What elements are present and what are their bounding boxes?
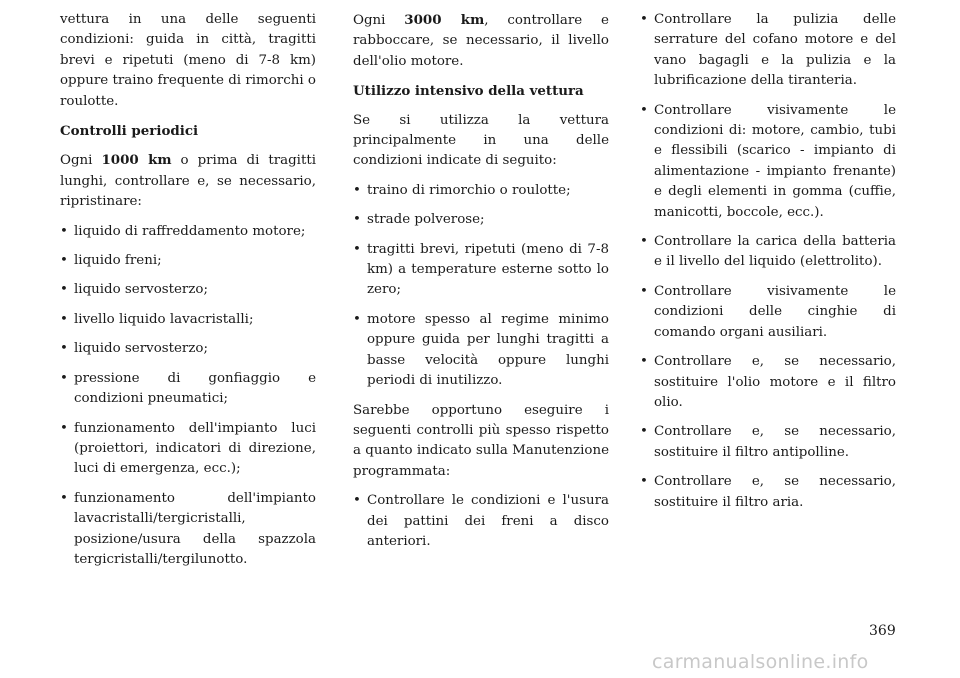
list-item: • Controllare e, se necessario, sostituire l'olio motore e il filtro olio.: [640, 354, 896, 410]
section-heading-controlli-periodici: Controlli periodici: [60, 123, 199, 140]
list-item: • funzionamento dell'impianto luci (proiettori, indicatori di direzione, luci di emergenza, ecc.);: [60, 420, 316, 477]
para-bold-km: 1000 km: [101, 152, 172, 169]
list-item: • liquido servosterzo;: [60, 280, 316, 300]
checklist-1000km: [60, 222, 316, 571]
list-item: • traino di rimorchio o roulotte;: [353, 181, 609, 201]
list-item: • Controllare e, se necessario, sostituire il filtro antipolline.: [640, 424, 896, 460]
bullet-icon: •: [353, 241, 361, 257]
bullet-icon: •: [60, 490, 68, 506]
intro-paragraph: vettura in una delle seguenti condizioni: guida in città, tragitti brevi e ripetuti (meno di 7-8 km) oppure traino frequente di rimorchi o roulotte.: [60, 12, 316, 109]
list-item: • pressione di gonfiaggio e condizioni pneumatici;: [60, 370, 316, 407]
checks-list-start: [353, 491, 609, 552]
page-number: 369: [869, 623, 896, 639]
bullet-icon: •: [60, 311, 68, 327]
paragraph-conditions: Se si utilizza la vettura principalmente in una delle condizioni indicate di seguito:: [353, 112, 609, 169]
list-item: • livello liquido lavacristalli;: [60, 310, 316, 330]
list-item: • Controllare la pulizia delle serrature del cofano motore e del vano bagagli e la pulizia e la lubrificazione della tiranteria.: [640, 12, 896, 89]
list-item: • Controllare la carica della batteria e il livello del liquido (elettrolito).: [640, 234, 896, 270]
list-item: • Controllare e, se necessario, sostituire il filtro aria.: [640, 474, 896, 510]
bullet-icon: •: [60, 223, 68, 239]
list-item: • strade polverose;: [353, 210, 609, 230]
bullet-icon: •: [60, 341, 68, 357]
bullet-icon: •: [60, 282, 68, 298]
paragraph-1000km: [60, 150, 316, 212]
bullet-icon: •: [640, 424, 648, 440]
bullet-icon: •: [353, 212, 361, 228]
section-heading-utilizzo-intensivo: Utilizzo intensivo della vettura: [353, 83, 584, 100]
bullet-icon: •: [353, 493, 361, 509]
bullet-icon: •: [60, 420, 68, 436]
list-item: • liquido servosterzo;: [60, 339, 316, 359]
list-item: • motore spesso al regime minimo oppure guida per lunghi tragitti a basse velocità oppure lunghi periodi di inutilizzo.: [353, 311, 609, 389]
bullet-icon: •: [640, 12, 648, 27]
bullet-icon: •: [60, 253, 68, 269]
bullet-icon: •: [640, 234, 648, 250]
para-prefix: Ogni: [60, 153, 93, 169]
bullet-icon: •: [640, 354, 648, 370]
paragraph-3000km: [353, 10, 609, 72]
text-column-1: [60, 10, 316, 579]
text-column-2: [353, 10, 609, 561]
bullet-icon: •: [353, 311, 361, 327]
bullet-icon: •: [353, 182, 361, 198]
bullet-icon: •: [640, 102, 648, 118]
list-item: • Controllare visivamente le condizioni di: motore, cambio, tubi e flessibili (scarico - impianto di alimentazione - impianto frenante) e degli elementi in gomma (cuffie, manicotti, boccole, ecc.).: [640, 102, 896, 220]
para-rest: , controllare e rabboccare, se necessario, il livello dell'olio motore.: [353, 13, 609, 69]
bullet-icon: •: [60, 370, 68, 386]
paragraph-more-often: Sarebbe opportuno eseguire i seguenti controlli più spesso rispetto a quanto indicato sulla Manutenzione programmata:: [353, 402, 609, 479]
watermark: carmanualsonline.info: [652, 651, 869, 673]
list-item: • tragitti brevi, ripetuti (meno di 7-8 km) a temperature esterne sotto lo zero;: [353, 241, 609, 298]
list-item: • funzionamento dell'impianto lavacristalli/tergicristalli, posizione/usura della spazzola tergicristalli/tergilunotto.: [60, 490, 316, 567]
para-bold-km: 3000 km: [404, 12, 485, 28]
para-prefix: Ogni: [353, 13, 386, 28]
list-item: • Controllare visivamente le condizioni delle cinghie di comando organi ausiliari.: [640, 283, 896, 340]
conditions-list: [353, 181, 609, 392]
bullet-icon: •: [640, 283, 648, 299]
text-column-3: [640, 10, 896, 522]
list-item: • liquido di raffreddamento motore;: [60, 222, 316, 242]
checks-list-continued: [640, 10, 896, 513]
para-rest: o prima di tragitti lunghi, controllare e, se necessario, ripristinare:: [60, 153, 316, 210]
list-item: • liquido freni;: [60, 251, 316, 271]
list-item: • Controllare le condizioni e l'usura dei pattini dei freni a disco anteriori.: [353, 493, 609, 549]
bullet-icon: •: [640, 474, 648, 490]
